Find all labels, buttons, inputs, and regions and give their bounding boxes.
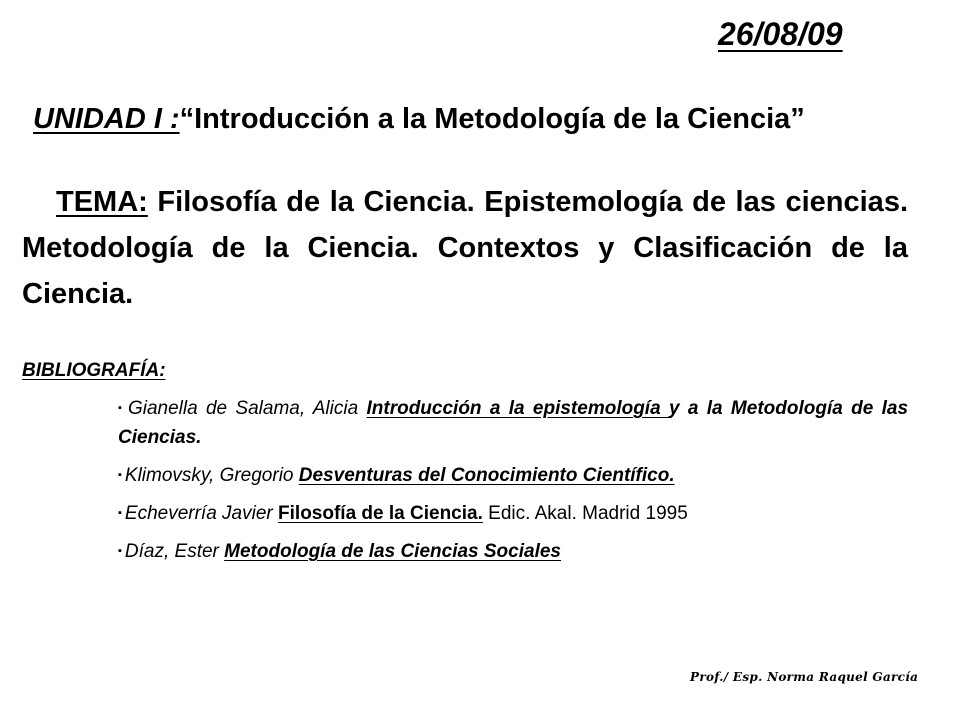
ref-book-title-continued: y a la Metodología de las Ciencias. (118, 398, 909, 448)
topic-paragraph (22, 179, 908, 317)
bibliography-item (118, 461, 908, 490)
bibliography-item (118, 537, 908, 566)
date-label: 26/08/09 (718, 16, 843, 52)
unit-label: UNIDAD I : (33, 103, 180, 135)
ref-author: Gianella de Salama, Alicia (127, 398, 367, 419)
ref-author: Klimovsky, Gregorio (124, 465, 299, 486)
unit-heading (33, 103, 805, 136)
square-bullet-icon: ▪ (118, 545, 122, 557)
ref-book-title: Introducción a la epistemología (366, 398, 669, 419)
ref-edition: Edic. Akal. Madrid 1995 (482, 503, 688, 524)
square-bullet-icon: ▪ (118, 402, 125, 414)
ref-author: Echeverría Javier (124, 503, 279, 524)
bibliography-item (118, 499, 908, 528)
bibliography-list (118, 394, 908, 575)
unit-title: “Introducción a la Metodología de la Ciencia” (179, 103, 805, 135)
ref-book-title: Filosofía de la Ciencia. (278, 503, 483, 524)
bibliography-title: BIBLIOGRAFÍA: (22, 360, 166, 381)
ref-book-title: Metodología de las Ciencias Sociales (224, 541, 561, 562)
square-bullet-icon: ▪ (118, 469, 122, 481)
ref-book-title: Desventuras del Conocimiento Científico. (298, 465, 675, 486)
ref-author: Díaz, Ester (124, 541, 225, 562)
bibliography-item (118, 394, 908, 452)
topic-text: Filosofía de la Ciencia. Epistemología de las ciencias. Metodología de la Ciencia. Contextos y Clasificación de la Ciencia. (22, 186, 908, 310)
square-bullet-icon: ▪ (118, 507, 122, 519)
topic-label: TEMA: (56, 186, 148, 218)
signature: Prof./ Esp. Norma Raquel García (690, 670, 919, 684)
